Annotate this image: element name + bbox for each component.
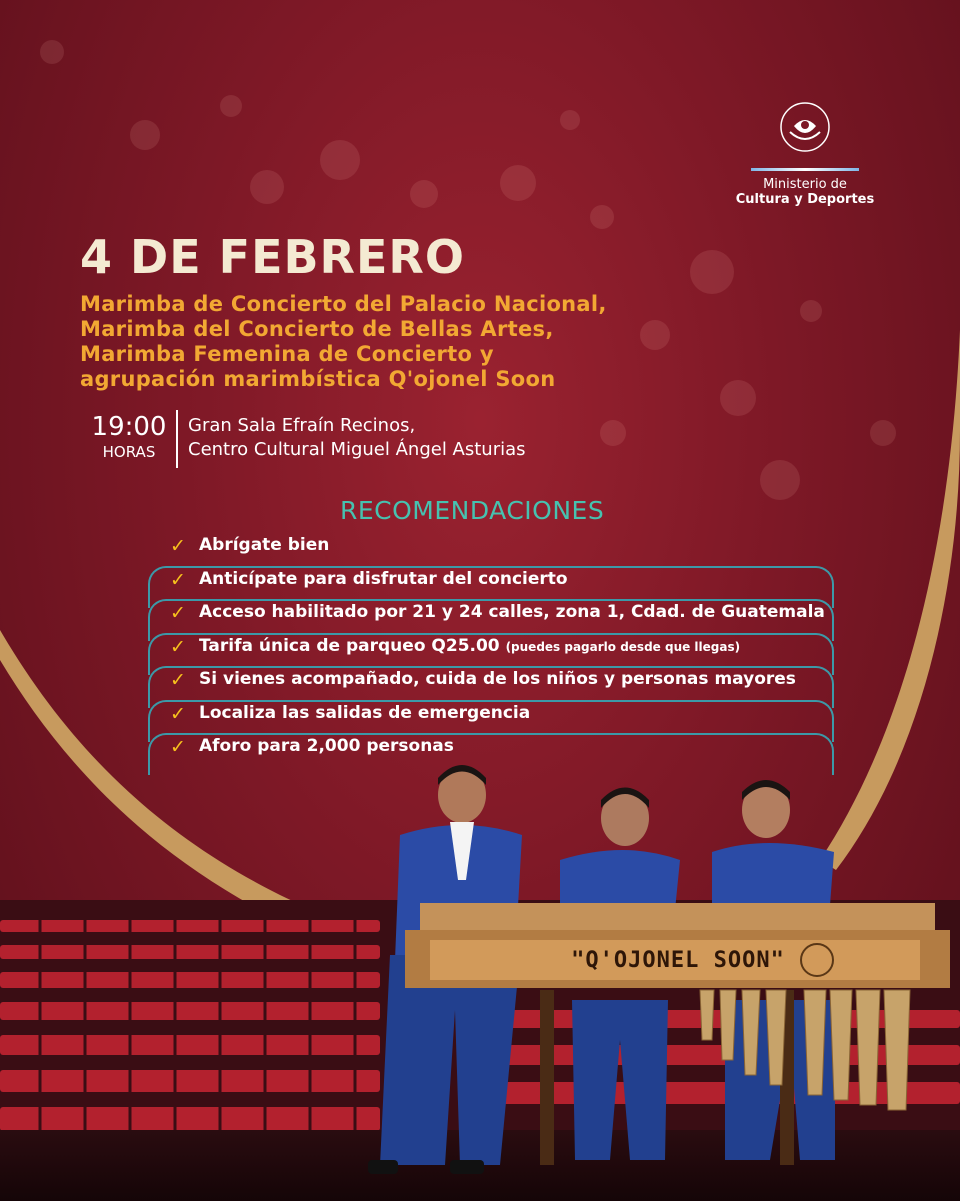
check-icon: ✓ bbox=[170, 669, 186, 691]
time-unit: HORAS bbox=[102, 443, 156, 461]
recommendations-list bbox=[148, 532, 834, 767]
check-icon: ✓ bbox=[170, 736, 186, 758]
recommendation-text: Aforo para 2,000 personas bbox=[199, 736, 454, 756]
recommendation-note: (puedes pagarlo desde que llegas) bbox=[505, 639, 741, 654]
recommendations-title: RECOMENDACIONES bbox=[340, 496, 605, 525]
list-item bbox=[148, 566, 834, 600]
recommendation-text: Localiza las salidas de emergencia bbox=[199, 702, 531, 723]
check-icon: ✓ bbox=[170, 602, 186, 624]
venue-line2: Centro Cultural Miguel Ángel Asturias bbox=[188, 439, 526, 460]
list-item bbox=[148, 599, 834, 633]
venue-line1: Gran Sala Efraín Recinos, bbox=[188, 415, 416, 436]
recommendation-text: Anticípate para disfrutar del concierto bbox=[199, 568, 568, 589]
check-icon: ✓ bbox=[170, 635, 186, 658]
recommendation-text: Abrígate bien bbox=[199, 535, 330, 555]
group-line: Marimba del Concierto de Bellas Artes, bbox=[80, 317, 554, 341]
guatemala-seal-icon bbox=[770, 92, 840, 162]
time-value: 19:00 bbox=[91, 412, 167, 442]
recommendation-main: Tarifa única de parqueo Q25.00 bbox=[199, 635, 500, 656]
marimba-label: "Q'OJONEL SOON" bbox=[571, 948, 785, 973]
check-icon: ✓ bbox=[170, 702, 186, 725]
performing-groups bbox=[80, 292, 720, 392]
event-time bbox=[84, 412, 174, 462]
check-icon: ✓ bbox=[170, 568, 186, 591]
check-icon: ✓ bbox=[170, 535, 186, 557]
event-venue bbox=[188, 414, 526, 462]
ministry-logo bbox=[735, 92, 875, 207]
list-item bbox=[148, 700, 834, 734]
event-date: 4 DE FEBRERO bbox=[80, 230, 465, 284]
logo-line2: Cultura y Deportes bbox=[735, 192, 875, 207]
divider-bar bbox=[176, 410, 178, 468]
group-line: Marimba de Concierto del Palacio Nacional, bbox=[80, 292, 607, 316]
group-line: agrupación marimbística Q'ojonel Soon bbox=[80, 367, 556, 391]
recommendation-text: Si vienes acompañado, cuida de los niños y personas mayores bbox=[199, 669, 796, 689]
group-line: Marimba Femenina de Concierto y bbox=[80, 342, 494, 366]
logo-line1: Ministerio de bbox=[763, 177, 847, 192]
recommendation-text bbox=[199, 636, 740, 656]
logo-divider bbox=[751, 168, 859, 171]
list-item bbox=[148, 532, 834, 566]
list-item bbox=[148, 666, 834, 700]
list-item bbox=[148, 733, 834, 767]
recommendation-text: Acceso habilitado por 21 y 24 calles, zona 1, Cdad. de Guatemala bbox=[199, 602, 825, 622]
list-item bbox=[148, 633, 834, 667]
